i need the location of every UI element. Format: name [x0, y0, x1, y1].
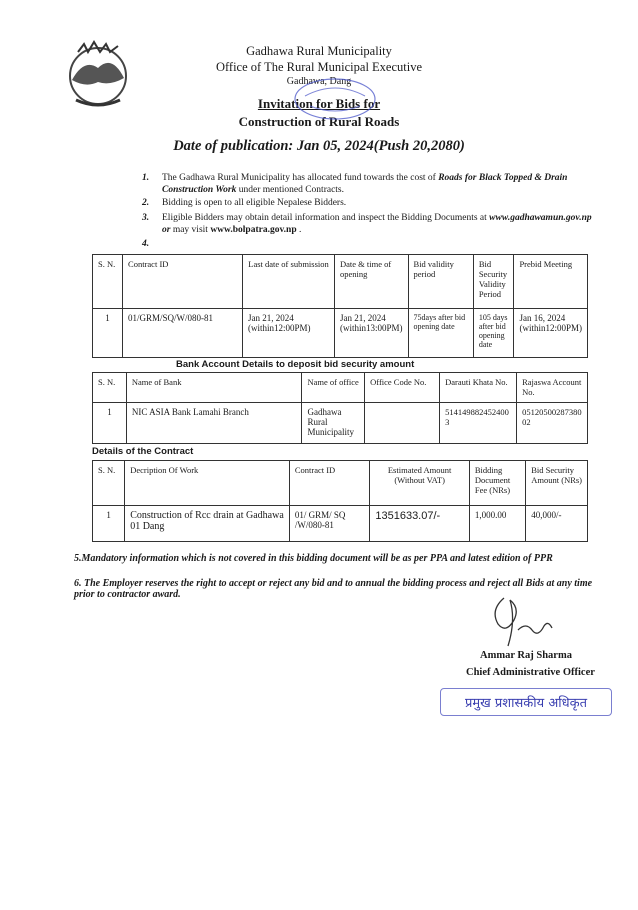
- table-header: Bid Security Validity Period: [473, 255, 514, 309]
- point-text-end: .: [299, 225, 302, 235]
- table-header: S. N.: [93, 373, 127, 403]
- list-number: 4.: [142, 239, 150, 249]
- point-text: The Gadhawa Rural Municipality has allocated fund towards the cost of: [162, 173, 436, 183]
- municipality-name: Gadhawa Rural Municipality: [246, 44, 392, 58]
- municipality-address: Gadhawa, Dang: [286, 76, 352, 87]
- designation-stamp: प्रमुख प्रशासकीय अधिकृत: [440, 688, 612, 716]
- table-header: Prebid Meeting: [514, 255, 588, 309]
- notice-title-line2: Construction of Rural Roads: [238, 114, 400, 129]
- table-cell: Construction of Rcc drain at Gadhawa 01 Dang: [125, 506, 290, 542]
- table-row: [93, 403, 588, 444]
- note-employer-rights: 6. The Employer reserves the right to accept or reject any bid and to annual the bidding process and reject all Bids at any time prior to contractor award.: [74, 578, 593, 600]
- table-header: Date & time of opening: [335, 255, 409, 309]
- table-header: S. N.: [93, 255, 123, 309]
- table-header: Bidding Document Fee (NRs): [469, 461, 525, 506]
- table-header: Contract ID: [123, 255, 243, 309]
- table-header-row: [93, 255, 588, 309]
- table-cell: 01/GRM/SQ/W/080-81: [123, 308, 243, 357]
- list-item: [142, 212, 602, 238]
- signatory-title: Chief Administrative Officer: [466, 667, 595, 678]
- list-item: [142, 172, 602, 198]
- table-cell: 5141498824524003: [440, 403, 517, 444]
- table-header: Rajaswa Account No.: [517, 373, 588, 403]
- table-header: Office Code No.: [365, 373, 440, 403]
- list-number: 2.: [142, 198, 150, 208]
- point-text: Bidding is open to all eligible Nepalese Bidders.: [162, 198, 347, 208]
- office-seal-stamp: [290, 76, 380, 122]
- table-header: Decription Of Work: [125, 461, 290, 506]
- table-header: Bid validity period: [408, 255, 473, 309]
- table-cell: 1: [93, 308, 123, 357]
- table-header: Name of Bank: [126, 373, 302, 403]
- table-cell: 1,000.00: [469, 506, 525, 542]
- table-cell: Jan 21, 2024 (within12:00PM): [243, 308, 335, 357]
- contract-details-table: [92, 460, 588, 542]
- notice-title-line1: Invitation for Bids for: [257, 96, 381, 111]
- table-cell: 01/ GRM/ SQ /W/080-81: [289, 506, 370, 542]
- table-header-row: [93, 461, 588, 506]
- table-cell: Gadhawa Rural Municipality: [302, 403, 365, 444]
- table-header: Darauti Khata No.: [440, 373, 517, 403]
- bank-section-title: Bank Account Details to deposit bid security amount: [176, 359, 415, 370]
- table-cell: 0512050028738002: [517, 403, 588, 444]
- publication-date: Date of publication: Jan 05, 2024(Push 20,2080): [173, 138, 465, 154]
- note-mandatory-information: 5.Mandatory information which is not covered in this bidding document will be as per PPA and latest edition of PPR: [74, 553, 553, 564]
- table-header: Estimated Amount (Without VAT): [370, 461, 470, 506]
- signatory-name: Ammar Raj Sharma: [480, 650, 572, 661]
- table-header: Contract ID: [289, 461, 370, 506]
- list-number: 1.: [142, 173, 150, 183]
- table-header: Name of office: [302, 373, 365, 403]
- point-text-end: under mentioned Contracts.: [238, 185, 344, 195]
- table-header: Bid Security Amount (NRs): [526, 461, 588, 506]
- table-cell: 1351633.07/-: [370, 506, 470, 542]
- table-cell: 1: [93, 506, 125, 542]
- handwritten-signature: [480, 590, 560, 650]
- table-cell: 1: [93, 403, 127, 444]
- table-cell: 75days after bid opening date: [408, 308, 473, 357]
- table-cell: NIC ASIA Bank Lamahi Branch: [126, 403, 302, 444]
- list-text: [162, 212, 602, 236]
- table-cell: 40,000/-: [526, 506, 588, 542]
- table-header: S. N.: [93, 461, 125, 506]
- bank-details-table: [92, 372, 588, 444]
- office-name: Office of The Rural Municipal Executive: [215, 60, 423, 74]
- contract-section-title: Details of the Contract: [92, 446, 194, 457]
- table-cell: 105 days after bid opening date: [473, 308, 514, 357]
- point-text: Eligible Bidders may obtain detail information and inspect the Bidding Documents at: [162, 213, 487, 223]
- table-row: [93, 506, 588, 542]
- table-cell: Jan 21, 2024 (within13:00PM): [335, 308, 409, 357]
- list-text: [162, 172, 602, 196]
- table-header: Last date of submission: [243, 255, 335, 309]
- point-emphasis: Roads for Black Topped & Drain Construction Work: [162, 173, 568, 195]
- table-cell: [365, 403, 440, 444]
- table-header-row: [93, 373, 588, 403]
- point-text-mid: may visit: [172, 225, 208, 235]
- list-number: 3.: [142, 213, 150, 223]
- website-link[interactable]: www.gadhawamun.gov.np or: [162, 213, 592, 235]
- table-cell: Jan 16, 2024 (within12:00PM): [514, 308, 588, 357]
- table-row: [93, 308, 588, 357]
- bolpatra-link[interactable]: www.bolpatra.gov.np: [210, 225, 297, 235]
- contract-schedule-table: [92, 254, 588, 358]
